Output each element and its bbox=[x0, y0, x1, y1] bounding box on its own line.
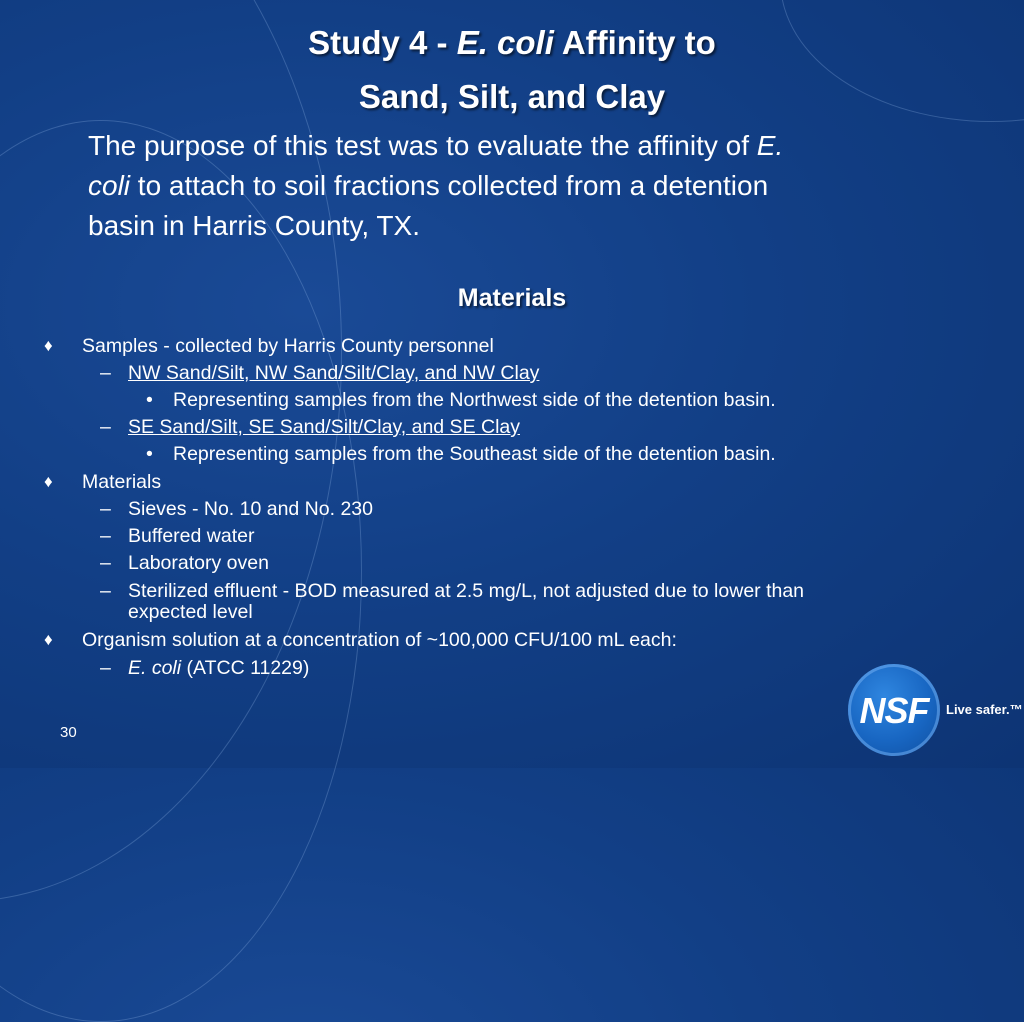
dash-icon: – bbox=[100, 416, 111, 438]
sub-item: Sieves - No. 10 and No. 230 bbox=[128, 498, 373, 520]
dash-icon: – bbox=[100, 498, 111, 520]
sub-item-continuation: expected level bbox=[128, 601, 253, 623]
dash-icon: – bbox=[100, 657, 111, 679]
sub-item: Buffered water bbox=[128, 525, 255, 547]
title-organism-name: E. coli bbox=[456, 24, 554, 61]
title-text: Affinity to bbox=[553, 24, 716, 61]
slide-title-line-1 bbox=[0, 18, 1024, 68]
materials-heading: Materials bbox=[457, 284, 567, 312]
dash-icon: – bbox=[100, 362, 111, 384]
dash-icon: – bbox=[100, 525, 111, 547]
bullet-item: Samples - collected by Harris County personnel bbox=[82, 335, 494, 357]
intro-text: The purpose of this test was to evaluate the affinity of bbox=[88, 130, 757, 161]
intro-text: basin in Harris County, TX. bbox=[88, 210, 420, 241]
sub-item: Sterilized effluent - BOD measured at 2.5 mg/L, not adjusted due to lower than bbox=[128, 580, 805, 602]
bullet-item: Organism solution at a concentration of ~100,000 CFU/100 mL each: bbox=[82, 629, 677, 651]
intro-organism-name: coli bbox=[88, 170, 131, 201]
bullet-icon: ♦ bbox=[44, 336, 53, 355]
sub-item: Laboratory oven bbox=[128, 552, 269, 574]
dash-icon: – bbox=[100, 552, 111, 574]
dot-icon: • bbox=[146, 443, 153, 465]
intro-text: to attach to soil fractions collected from a detention bbox=[130, 170, 769, 201]
page-number: 30 bbox=[60, 724, 77, 741]
organism-name: E. coli bbox=[128, 657, 182, 679]
sub-item-link[interactable]: NW Sand/Silt, NW Sand/Silt/Clay, and NW Clay bbox=[128, 362, 540, 384]
intro-paragraph bbox=[88, 126, 948, 246]
logo-tagline: Live safer.™ bbox=[946, 702, 1023, 717]
bullet-item: Materials bbox=[82, 471, 162, 493]
title-text: Study 4 - bbox=[308, 24, 457, 61]
dash-icon: – bbox=[100, 580, 111, 602]
intro-organism-name: E. bbox=[756, 130, 784, 161]
bullet-icon: ♦ bbox=[44, 472, 53, 491]
sub-sub-item: Representing samples from the Southeast side of the detention basin. bbox=[173, 443, 776, 465]
nsf-logo-text: NSF bbox=[859, 690, 929, 731]
sub-item-link[interactable]: SE Sand/Silt, SE Sand/Silt/Clay, and SE Clay bbox=[128, 416, 520, 438]
slide-title-line-2: Sand, Silt, and Clay bbox=[358, 78, 666, 115]
sub-sub-item: Representing samples from the Northwest side of the detention basin. bbox=[173, 389, 776, 411]
bullet-icon: ♦ bbox=[44, 630, 53, 649]
strain-id: (ATCC 11229) bbox=[181, 657, 310, 679]
sub-item bbox=[128, 656, 309, 680]
dot-icon: • bbox=[146, 389, 153, 411]
